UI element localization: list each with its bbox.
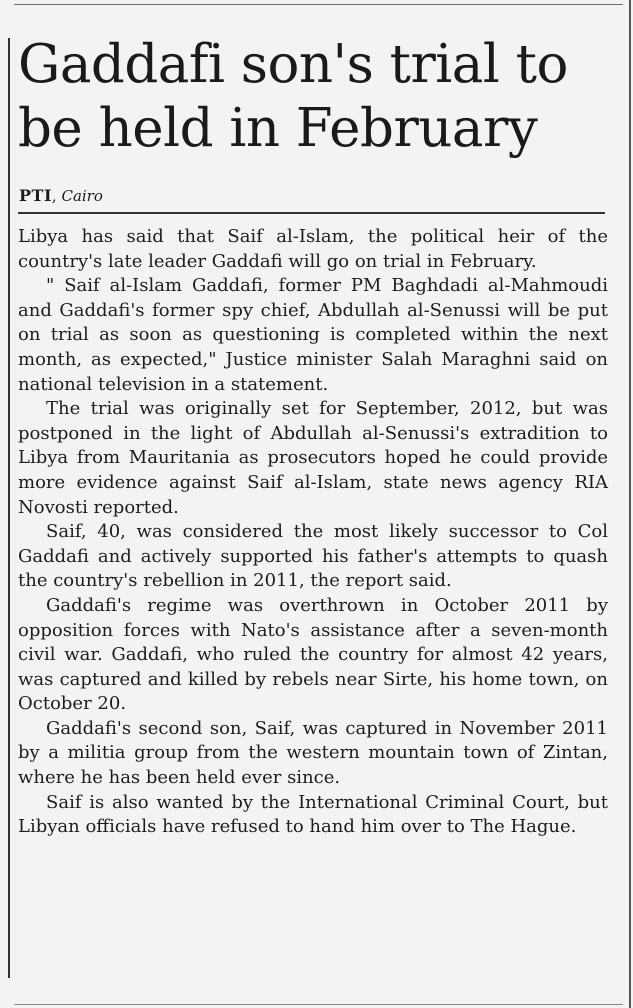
article-paragraph: The trial was originally set for September, 2012, but was postponed in the light of Abdullah al-Senussi's extradition to Libya from Mauritania as prosecutors hoped he could provide more evidence against Saif al-Islam, state news agency RIA Novosti reported. [18,398,608,518]
byline-place: Cairo [61,187,103,205]
top-rule [14,4,623,5]
byline-rule [18,212,605,214]
article-headline: Gaddafi son's trial to be held in February [18,34,568,159]
article-paragraph: Gaddafi's regime was overthrown in October 2011 by opposition forces with Nato's assistance after a seven-month civil war. Gaddafi, who ruled the country for almost 42 years, was captured and killed by rebels near Sirte, his home town, on October 20. [18,594,608,715]
byline-agency: PTI [19,186,52,205]
left-column-rule [8,38,10,978]
article-paragraph: Saif, 40, was considered the most likely successor to Col Gaddafi and actively supported his father's attempts to quash the country's rebellion in 2011, the report said. [18,521,608,592]
byline [19,187,103,205]
article-paragraph: Gaddafi's second son, Saif, was captured in November 2011 by a militia group from the western mountain town of Zintan, where he has been held ever since. [18,717,608,789]
article-paragraph: Libya has said that Saif al-Islam, the political heir of the country's late leader Gaddafi will go on trial in February. [18,226,608,272]
article-paragraph: " Saif al-Islam Gaddafi, former PM Baghdadi al-Mahmoudi and Gaddafi's former spy chief, Abdullah al-Senussi will be put on trial as soon as questioning is completed within the next month, as expected," Justice minister Salah Maraghni said on national television in a statement. [18,275,608,395]
bottom-rule [14,1004,623,1005]
right-edge-rule [629,0,631,1008]
byline-separator: , [51,187,62,205]
article-paragraph: Saif is also wanted by the International Criminal Court, but Libyan officials have refused to hand him over to The Hague. [18,791,608,838]
article-body [18,225,608,840]
